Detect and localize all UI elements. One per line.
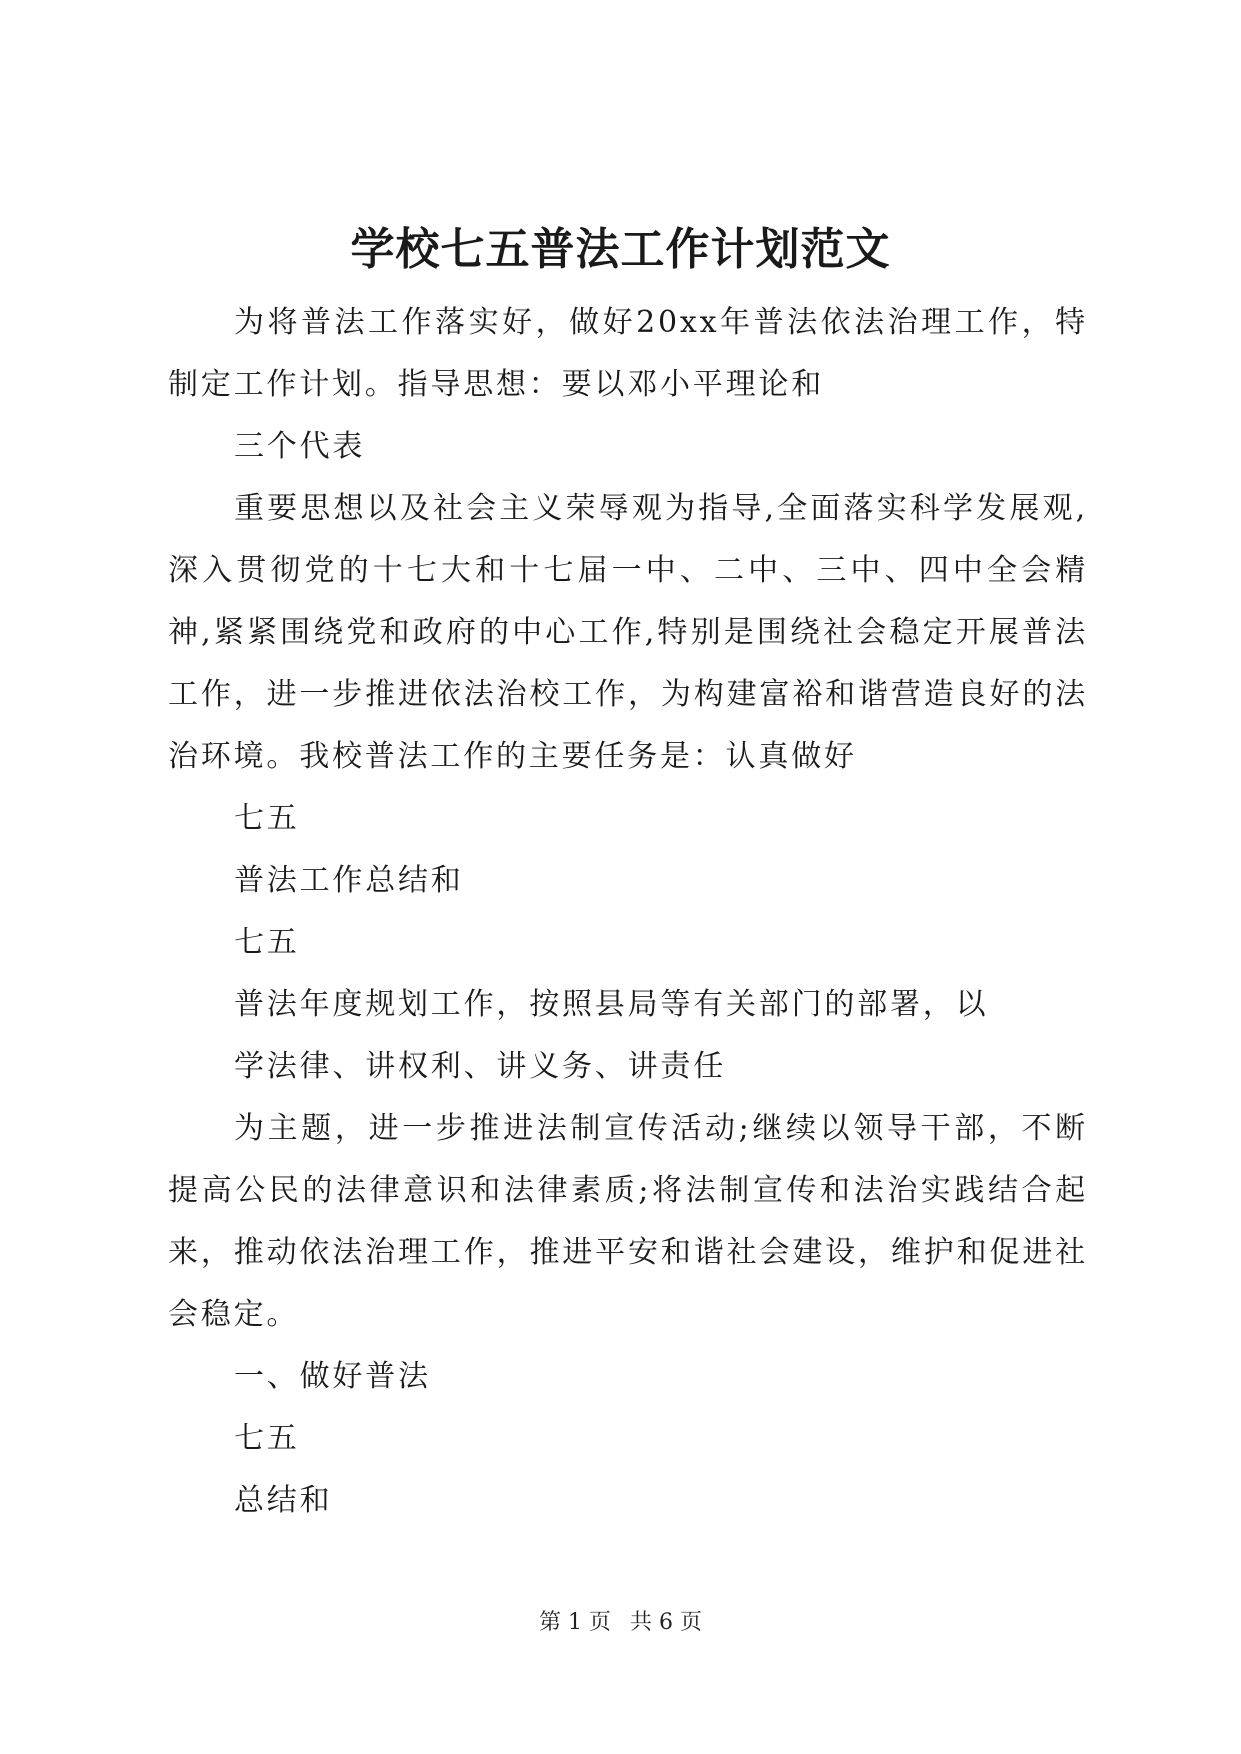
paragraph: 重要思想以及社会主义荣辱观为指导,全面落实科学发展观,深入贯彻党的十七大和十七届一中、二中、三中、四中全会精神,紧紧围绕党和政府的中心工作,特别是围绕社会稳定开展普法工作，进一步推进依法治校工作，为构建富裕和谐营造良好的法治环境。我校普法工作的主要任务是：认真做好 xyxy=(168,491,1088,774)
page-number: 第 1 页 xyxy=(539,1610,611,1635)
paragraph: 七五 xyxy=(234,801,300,836)
page-total: 共 6 页 xyxy=(630,1610,702,1635)
paragraph: 普法年度规划工作，按照县局等有关部门的部署，以 xyxy=(234,987,989,1022)
paragraph: 普法工作总结和 xyxy=(234,863,464,898)
paragraph: 为主题，进一步推进法制宣传活动;继续以领导干部，不断提高公民的法律意识和法律素质;将法制宣传和法治实践结合起来，推动依法治理工作，推进平安和谐社会建设，维护和促进社会稳定。 xyxy=(168,1111,1088,1332)
paragraph: 总结和 xyxy=(234,1483,333,1518)
document-body xyxy=(168,292,1088,1532)
paragraph: 三个代表 xyxy=(234,429,366,464)
document-title: 学校七五普法工作计划范文 xyxy=(350,224,891,275)
paragraph: 为将普法工作落实好，做好20xx年普法依法治理工作，特制定工作计划。指导思想：要以邓小平理论和 xyxy=(168,305,1088,402)
paragraph: 七五 xyxy=(234,1421,300,1456)
paragraph: 一、做好普法 xyxy=(234,1359,431,1394)
paragraph: 学法律、讲权利、讲义务、讲责任 xyxy=(234,1049,726,1084)
page-footer xyxy=(0,1608,1241,1638)
paragraph: 七五 xyxy=(234,925,300,960)
